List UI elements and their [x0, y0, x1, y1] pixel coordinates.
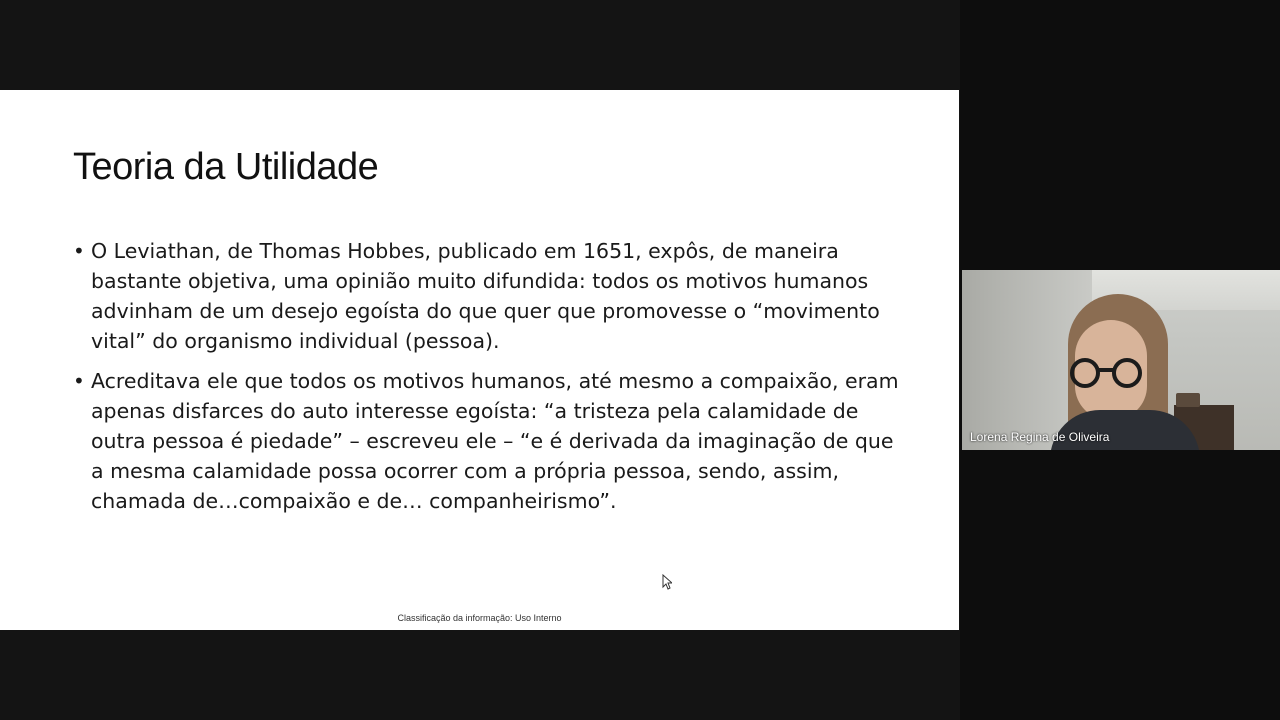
- video-background-object: [1176, 393, 1200, 407]
- slide-title: Teoria da Utilidade: [73, 146, 379, 188]
- participant-video-tile[interactable]: [962, 270, 1280, 450]
- glasses-bridge: [1098, 368, 1114, 372]
- presentation-slide: [0, 90, 959, 630]
- slide-bullet-2-text: Acreditava ele que todos os motivos humanos, até mesmo a compaixão, eram apenas disfarces do auto interesse egoísta: “a tristeza pela calamidade de outra pessoa é piedade” – escreveu ele – “e é derivada da imaginação de que a mesma calamidade possa ocorrer com a própria pessoa, sendo, assim, chamada de…compaixão e de… companheirismo”.: [91, 369, 899, 513]
- mouse-pointer-icon: [662, 574, 672, 590]
- glasses-icon: [1070, 358, 1100, 388]
- glasses-icon: [1112, 358, 1142, 388]
- slide-bullet-2: [73, 366, 903, 516]
- participant-name-label: Lorena Regina de Oliveira: [970, 430, 1110, 444]
- bullet-dot-icon: •: [73, 369, 85, 393]
- slide-bullet-1-text: O Leviathan, de Thomas Hobbes, publicado em 1651, expôs, de maneira bastante objetiva, uma opinião muito difundida: todos os motivos humanos advinham de um desejo egoísta do que quer que promovesse o “movimento vital” do organismo individual (pessoa).: [91, 239, 880, 353]
- bullet-dot-icon: •: [73, 239, 85, 263]
- slide-bullet-list: [73, 236, 903, 526]
- slide-bullet-1: [73, 236, 903, 356]
- classification-footer: Classificação da informação: Uso Interno: [397, 613, 562, 623]
